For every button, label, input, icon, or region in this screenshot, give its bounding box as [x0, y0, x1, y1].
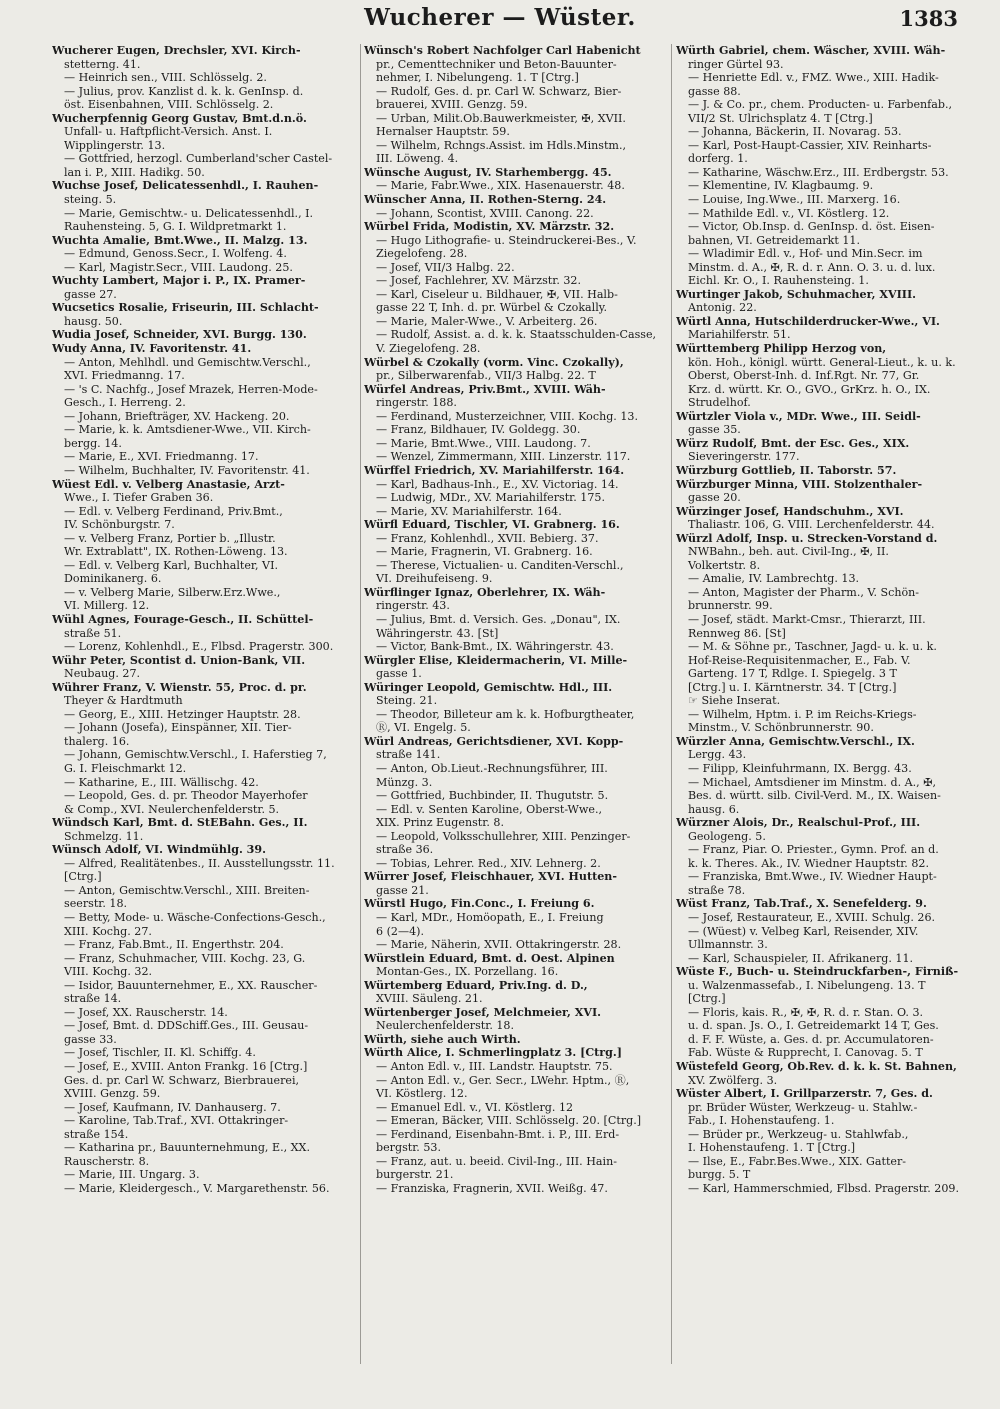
entry-sub-line: — Katharine, E., III. Wällischg. 42. — [64, 775, 259, 789]
entry-sub-line: — Emanuel Edl. v., VI. Köstlerg. 12 — [376, 1100, 574, 1114]
entry-continuation-line: stetterng. 41. — [64, 57, 141, 71]
entry-continuation-line: XVIII. Genzg. 59. — [64, 1087, 161, 1101]
entry-continuation-line: Geologeng. 5. — [688, 829, 766, 843]
entry-surname-line: Wucherer Eugen, Drechsler, XVI. Kirch- — [52, 44, 301, 57]
entry-surname-line: Würffel Friedrich, XV. Mariahilferstr. 164. — [364, 463, 625, 477]
entry-continuation-line: Neubaug. 27. — [64, 667, 141, 681]
entry-sub-line: — Wenzel, Zimmermann, XIII. Linzerstr. 117. — [376, 450, 631, 464]
entry-continuation-line: Minstm., V. Schönbrunnerstr. 90. — [688, 721, 874, 735]
entry-sub-line: — Ferdinand, Eisenbahn-Bmt. i. P., III. Erd- — [376, 1127, 620, 1141]
entry-sub-line: — Josef, Restaurateur, E., XVIII. Schulg. 26. — [688, 911, 936, 924]
entry-continuation-line: Rennweg 86. [St] — [688, 626, 786, 640]
entry-continuation-line: gasse 1. — [376, 667, 422, 681]
entry-surname-line: Würtzler Viola v., MDr. Wwe., III. Seidl- — [676, 409, 921, 423]
entry-sub-line: — Marie, k. k. Amtsdiener-Wwe., VII. Kirch- — [64, 423, 311, 437]
entry-continuation-line: ringerstr. 188. — [376, 396, 457, 410]
entry-surname-line: Würth Alice, I. Schmerlingplatz 3. [Ctrg.] — [364, 1046, 622, 1060]
entry-continuation-line: Oberst, Oberst-Inh. d. Inf.Rgt. Nr. 77, Gr. — [688, 369, 920, 383]
entry-sub-line: — Karl, Hammerschmied, Flbsd. Pragerstr. 209. — [688, 1181, 959, 1195]
entry-surname-line: Würzl Adolf, Insp. u. Strecken-Vorstand d. — [676, 531, 938, 545]
entry-continuation-line: Mariahilferstr. 51. — [688, 328, 791, 342]
entry-surname-line: Würfel Andreas, Priv.Bmt., XVIII. Wäh- — [364, 382, 606, 396]
entry-surname-line: Wüest Edl. v. Velberg Anastasie, Arzt- — [52, 477, 285, 491]
column-divider — [671, 44, 672, 1364]
page-header — [0, 4, 1000, 38]
entry-continuation-line: u. d. span. Js. O., I. Getreidemarkt 14 T, Ges. — [688, 1019, 939, 1033]
entry-sub-line: — Ludwig, MDr., XV. Mariahilferstr. 175. — [376, 491, 606, 505]
entry-sub-line: — Wladimir Edl. v., Hof- und Min.Secr. im — [688, 247, 923, 261]
entry-continuation-line: Neulerchenfelderstr. 18. — [376, 1019, 515, 1033]
entry-continuation-line: u. Walzenmassefab., I. Nibelungeng. 13. T — [688, 978, 926, 992]
entry-sub-line: — Rudolf, Assist. a. d. k. k. Staatsschulden-Casse, — [376, 328, 657, 342]
entry-sub-line: — Rudolf, Ges. d. pr. Carl W. Schwarz, Bier- — [376, 84, 622, 98]
entry-continuation-line: Thaliastr. 106, G. VIII. Lerchenfelderstr. 44. — [688, 518, 935, 532]
directory-column-3 — [676, 44, 978, 1195]
entry-sub-line: — Franz, Fab.Bmt., II. Engerthstr. 204. — [64, 938, 284, 952]
entry-sub-line: — Floris, kais. R., ✠, ✠, R. d. r. Stan. O. 3. — [688, 1005, 924, 1019]
entry-sub-line: — M. & Söhne pr., Taschner, Jagd- u. k. u. k. — [688, 640, 937, 654]
entry-sub-line: — v. Velberg Franz, Portier b. „Illustr. — [64, 531, 276, 545]
entry-sub-line: — Heinrich sen., VIII. Schlösselg. 2. — [64, 71, 267, 85]
entry-sub-line: — Gottfried, herzogl. Cumberland'scher Castel- — [64, 152, 333, 166]
entry-continuation-line: Lergg. 43. — [688, 748, 747, 762]
entry-sub-line: — Johann, Briefträger, XV. Hackeng. 20. — [64, 409, 290, 423]
entry-surname-line: Wucherpfennig Georg Gustav, Bmt.d.n.ö. — [52, 111, 307, 125]
entry-surname-line: Würflinger Ignaz, Oberlehrer, IX. Wäh- — [364, 585, 606, 599]
entry-continuation-line: straße 14. — [64, 992, 122, 1006]
entry-surname-line: Wuchty Lambert, Major i. P., IX. Pramer- — [52, 274, 306, 288]
entry-sub-line: — Franz, Kohlenhdl., XVII. Bebierg. 37. — [376, 531, 599, 545]
entry-sub-line: — Emeran, Bäcker, VIII. Schlösselg. 20. [Ctrg.] — [376, 1114, 642, 1128]
entry-sub-line: — Gottfried, Buchbinder, II. Thugutstr. 5. — [376, 789, 609, 803]
entry-sub-line: — Marie, Gemischtw.- u. Delicatessenhdl., I. — [64, 206, 314, 220]
entry-continuation-line: XVIII. Säuleng. 21. — [376, 992, 483, 1006]
entry-continuation-line: III. Löweng. 4. — [376, 152, 459, 166]
entry-surname-line: Würth, siehe auch Wirth. — [364, 1032, 521, 1046]
entry-continuation-line: Rauhensteing. 5, G. I. Wildpretmarkt 1. — [64, 220, 287, 234]
entry-surname-line: Würstlein Eduard, Bmt. d. Oest. Alpinen — [364, 951, 615, 965]
entry-sub-line: — Tobias, Lehrer. Red., XIV. Lehnerg. 2. — [376, 856, 601, 870]
entry-surname-line: Würrer Josef, Fleischhauer, XVI. Hutten- — [364, 870, 617, 884]
entry-surname-line: Wündsch Karl, Bmt. d. StEBahn. Ges., II. — [52, 816, 308, 830]
entry-sub-line: — J. & Co. pr., chem. Producten- u. Farbenfab., — [688, 98, 953, 112]
entry-continuation-line: I. Hohenstaufeng. 1. T [Ctrg.] — [688, 1141, 856, 1155]
entry-surname-line: Wucsetics Rosalie, Friseurin, III. Schlacht- — [52, 301, 319, 315]
entry-continuation-line: gasse 20. — [688, 491, 741, 505]
entry-sub-line: — Anton, Ob.Lieut.-Rechnungsführer, III. — [376, 761, 608, 775]
entry-sub-line: — Marie, III. Ungarg. 3. — [64, 1168, 200, 1182]
entry-surname-line: Würgler Elise, Kleidermacherin, VI. Mille- — [364, 653, 628, 667]
entry-continuation-line: straße 78. — [688, 883, 746, 897]
entry-continuation-line: pr., Cementtechniker und Beton-Bauunter- — [376, 57, 617, 71]
entry-sub-line: — Ilse, E., Fabr.Bes.Wwe., XIX. Gatter- — [688, 1154, 907, 1168]
entry-continuation-line: ringer Gürtel 93. — [688, 57, 784, 71]
entry-surname-line: Wudia Josef, Schneider, XVI. Burgg. 130. — [52, 328, 307, 342]
entry-sub-line: — Betty, Mode- u. Wäsche-Confections-Gesch., — [64, 911, 326, 924]
entry-continuation-line: straße 154. — [64, 1127, 129, 1141]
entry-sub-line: — Henriette Edl. v., FMZ. Wwe., XIII. Hadik- — [688, 71, 939, 85]
entry-surname-line: Wüst Franz, Tab.Traf., X. Senefelderg. 9. — [676, 897, 927, 911]
entry-sub-line: — Katharina pr., Bauunternehmung, E., XX. — [64, 1141, 310, 1155]
entry-continuation-line: Rauscherstr. 8. — [64, 1154, 150, 1168]
entry-sub-line: — Karl, Badhaus-Inh., E., XV. Victoriag. 14. — [376, 477, 619, 491]
entry-sub-line: — Marie, E., XVI. Friedmanng. 17. — [64, 450, 259, 464]
entry-continuation-line: brunnerstr. 99. — [688, 599, 773, 613]
entry-continuation-line: Ullmannstr. 3. — [688, 938, 768, 952]
entry-sub-line: — Johanna, Bäckerin, II. Novarag. 53. — [688, 125, 902, 139]
entry-sub-line: — Ferdinand, Musterzeichner, VIII. Kochg. 13. — [376, 409, 639, 423]
entry-continuation-line: nehmer, I. Nibelungeng. 1. T [Ctrg.] — [376, 71, 579, 85]
entry-sub-line: — Michael, Amtsdiener im Minstm. d. A., ✠, — [688, 775, 937, 789]
entry-continuation-line: pr. Brüder Wüster, Werkzeug- u. Stahlw.- — [688, 1100, 918, 1114]
entry-continuation-line: Garteng. 17 T, Rdlge. I. Spiegelg. 3 T — [688, 667, 897, 681]
entry-continuation-line: Wipplingerstr. 13. — [64, 138, 166, 152]
entry-sub-line: — Johann, Gemischtw.Verschl., I. Haferstieg 7, — [64, 748, 327, 762]
entry-continuation-line: hausg. 50. — [64, 314, 123, 328]
entry-continuation-line: öst. Eisenbahnen, VIII. Schlösselg. 2. — [64, 98, 274, 112]
entry-sub-line: — Josef, städt. Markt-Cmsr., Thierarzt, III. — [688, 612, 926, 626]
entry-sub-line: — Leopold, Ges. d. pr. Theodor Mayerhofer — [64, 789, 308, 803]
entry-surname-line: Würtenberger Josef, Melchmeier, XVI. — [364, 1005, 602, 1019]
entry-sub-line: — Marie, Maler-Wwe., V. Arbeiterg. 26. — [376, 314, 598, 328]
entry-continuation-line: Wwe., I. Tiefer Graben 36. — [64, 491, 214, 505]
entry-surname-line: Würzner Alois, Dr., Realschul-Prof., III. — [676, 816, 921, 830]
entry-sub-line: — Karl, Ciseleur u. Bildhauer, ✠, VII. Halb- — [376, 287, 618, 301]
entry-continuation-line: XIX. Prinz Eugenstr. 8. — [376, 816, 504, 830]
entry-continuation-line: VI. Millerg. 12. — [64, 599, 150, 613]
entry-continuation-line: VI. Dreihufeiseng. 9. — [376, 572, 493, 586]
entry-continuation-line: steing. 5. — [64, 193, 117, 207]
page-number: 1383 — [899, 6, 958, 31]
entry-surname-line: Wüstefeld Georg, Ob.Rev. d. k. k. St. Bahnen, — [676, 1060, 957, 1074]
entry-continuation-line: Schmelzg. 11. — [64, 829, 144, 843]
entry-continuation-line: Hernalser Hauptstr. 59. — [376, 125, 510, 139]
entry-sub-line: — Julius, Bmt. d. Versich. Ges. „Donau", IX. — [376, 612, 621, 626]
entry-sub-line: — Edmund, Genoss.Secr., I. Wolfeng. 4. — [64, 247, 287, 261]
entry-surname-line: Wünsch's Robert Nachfolger Carl Habenicht — [364, 44, 641, 57]
entry-surname-line: Wüster Albert, I. Grillparzerstr. 7, Ges. d. — [676, 1087, 933, 1101]
entry-continuation-line: Wr. Extrablatt", IX. Rothen-Löweng. 13. — [64, 545, 288, 559]
entry-continuation-line: 6 (2—4). — [376, 924, 424, 938]
entry-continuation-line: XIII. Kochg. 27. — [64, 924, 152, 938]
entry-continuation-line: gasse 35. — [688, 423, 741, 437]
entry-continuation-line: Volkertstr. 8. — [688, 558, 761, 572]
directory-column-1 — [52, 44, 356, 1195]
entry-sub-line: — Wilhelm, Hptm. i. P. im Reichs-Kriegs- — [688, 707, 917, 721]
entry-continuation-line: pr., Silberwarenfab., VII/3 Halbg. 22. T — [376, 369, 596, 383]
entry-sub-line: — Karl, MDr., Homöopath, E., I. Freiung — [376, 911, 604, 924]
entry-continuation-line: Münzg. 3. — [376, 775, 433, 789]
entry-surname-line: Würzburger Minna, VIII. Stolzenthaler- — [676, 477, 923, 491]
entry-surname-line: Würstl Hugo, Fin.Conc., I. Freiung 6. — [364, 897, 595, 911]
entry-surname-line: Würz Rudolf, Bmt. der Esc. Ges., XIX. — [676, 436, 910, 450]
entry-continuation-line: VII/2 St. Ulrichsplatz 4. T [Ctrg.] — [688, 111, 873, 125]
entry-sub-line: — Filipp, Kleinfuhrmann, IX. Bergg. 43. — [688, 761, 912, 775]
entry-sub-line: — Karoline, Tab.Traf., XVI. Ottakringer- — [64, 1114, 289, 1128]
entry-sub-line: — Klementine, IV. Klagbaumg. 9. — [688, 179, 874, 193]
entry-continuation-line: Antonig. 22. — [688, 301, 757, 315]
entry-continuation-line: thalerg. 16. — [64, 734, 130, 748]
entry-continuation-line: XV. Zwölferg. 3. — [688, 1073, 778, 1087]
entry-sub-line: — Amalie, IV. Lambrechtg. 13. — [688, 572, 860, 586]
entry-sub-line: — Anton Edl. v., III. Landstr. Hauptstr. 75. — [376, 1060, 613, 1074]
entry-surname-line: Würzburg Gottlieb, II. Taborstr. 57. — [676, 463, 897, 477]
entry-sub-line: — Hugo Lithografie- u. Steindruckerei-Bes., V. — [376, 233, 637, 247]
entry-continuation-line: gasse 22 T, Inh. d. pr. Würbel & Czokally. — [376, 301, 608, 315]
entry-sub-line: — Anton, Gemischtw.Verschl., XIII. Breiten- — [64, 883, 310, 897]
entry-sub-line: — Mathilde Edl. v., VI. Köstlerg. 12. — [688, 206, 890, 220]
entry-sub-line: — Wilhelm, Rchngs.Assist. im Hdls.Minstm., — [376, 138, 626, 152]
entry-continuation-line: V. Ziegelofeng. 28. — [376, 342, 481, 356]
entry-continuation-line: Ges. d. pr. Carl W. Schwarz, Bierbrauerei, — [64, 1073, 300, 1087]
entry-surname-line: Würzinger Josef, Handschuhm., XVI. — [676, 504, 904, 518]
entry-sub-line: — Theodor, Billeteur am k. k. Hofburgtheater, — [376, 707, 635, 721]
entry-continuation-line: seerstr. 18. — [64, 897, 128, 911]
entry-continuation-line: Sieveringerstr. 177. — [688, 450, 800, 464]
entry-surname-line: Wünscher Anna, II. Rothen-Sterng. 24. — [364, 193, 607, 207]
entry-continuation-line: VI. Köstlerg. 12. — [376, 1087, 468, 1101]
entry-continuation-line: k. k. Theres. Ak., IV. Wiedner Hauptstr. 82. — [688, 856, 929, 870]
entry-continuation-line: lan i. P., XIII. Hadikg. 50. — [64, 165, 205, 179]
entry-continuation-line: bergstr. 53. — [376, 1141, 442, 1155]
entry-sub-line: — Josef, Tischler, II. Kl. Schiffg. 4. — [64, 1046, 256, 1060]
entry-surname-line: Würzler Anna, Gemischtw.Verschl., IX. — [676, 734, 915, 748]
entry-sub-line: — Johann (Josefa), Einspänner, XII. Tier- — [64, 721, 292, 735]
entry-continuation-line: ☞ Siehe Inserat. — [688, 694, 781, 708]
entry-sub-line: — Alfred, Realitätenbes., II. Ausstellungsstr. 11. — [64, 856, 335, 870]
entry-continuation-line: NWBahn., beh. aut. Civil-Ing., ✠, II. — [688, 545, 889, 559]
entry-surname-line: Würtl Anna, Hutschilderdrucker-Wwe., VI. — [676, 314, 940, 328]
entry-sub-line: — Anton Edl. v., Ger. Secr., LWehr. Hptm., Ⓡ, — [376, 1073, 630, 1087]
entry-continuation-line: Montan-Ges., IX. Porzellang. 16. — [376, 965, 559, 979]
entry-continuation-line: burgerstr. 21. — [376, 1168, 454, 1182]
entry-continuation-line: Unfall- u. Haftpflicht-Versich. Anst. I. — [64, 125, 273, 139]
entry-sub-line: — Josef, XX. Rauscherstr. 14. — [64, 1005, 228, 1019]
entry-sub-line: — Edl. v. Velberg Karl, Buchhalter, VI. — [64, 558, 278, 572]
entry-continuation-line: straße 36. — [376, 843, 434, 857]
entry-surname-line: Wudy Anna, IV. Favoritenstr. 41. — [52, 342, 252, 356]
entry-continuation-line: XVI. Friedmanng. 17. — [64, 369, 185, 383]
entry-sub-line: — Urban, Milit.Ob.Bauwerkmeister, ✠, XVII. — [376, 111, 626, 125]
entry-surname-line: Wühr Peter, Scontist d. Union-Bank, VII. — [52, 653, 306, 667]
entry-sub-line: — Marie, Fragnerin, VI. Grabnerg. 16. — [376, 545, 593, 559]
entry-sub-line: — Therese, Victualien- u. Canditen-Verschl., — [376, 558, 624, 572]
entry-surname-line: Würfl Eduard, Tischler, VI. Grabnerg. 16. — [364, 518, 620, 532]
entry-surname-line: Wünsch Adolf, VI. Windmühlg. 39. — [52, 843, 266, 857]
entry-continuation-line: bahnen, VI. Getreidemarkt 11. — [688, 233, 860, 247]
entry-sub-line: — v. Velberg Marie, Silberw.Erz.Wwe., — [64, 585, 281, 599]
entry-sub-line: — Anton, Magister der Pharm., V. Schön- — [688, 585, 920, 599]
entry-continuation-line: kön. Hoh., königl. württ. General-Lieut., k. u. k. — [688, 355, 956, 369]
entry-surname-line: Württemberg Philipp Herzog von, — [676, 342, 887, 356]
entry-continuation-line: Minstm. d. A., ✠, R. d. r. Ann. O. 3. u. d. lux. — [688, 260, 936, 274]
entry-continuation-line: [Ctrg.] — [688, 992, 726, 1006]
entry-continuation-line: gasse 33. — [64, 1032, 117, 1046]
entry-sub-line: — Josef, VII/3 Halbg. 22. — [376, 260, 515, 274]
entry-sub-line: — (Wüest) v. Velbeg Karl, Reisender, XIV. — [688, 924, 919, 938]
entry-continuation-line: Fab. Wüste & Rupprecht, I. Canovag. 5. T — [688, 1046, 923, 1060]
entry-surname-line: Würbel & Czokally (vorm. Vinc. Czokally), — [364, 355, 624, 369]
entry-sub-line: — Marie, Fabr.Wwe., XIX. Hasenauerstr. 48. — [376, 179, 625, 193]
entry-sub-line: — Franziska, Bmt.Wwe., IV. Wiedner Haupt- — [688, 870, 937, 884]
entry-continuation-line: bergg. 14. — [64, 436, 122, 450]
entry-continuation-line: IV. Schönburgstr. 7. — [64, 518, 175, 532]
entry-sub-line: — Franz, aut. u. beeid. Civil-Ing., III. Hain- — [376, 1154, 617, 1168]
entry-continuation-line: straße 51. — [64, 626, 122, 640]
entry-continuation-line: d. F. F. Wüste, a. Ges. d. pr. Accumulatoren- — [688, 1032, 934, 1046]
entry-continuation-line: Bes. d. württ. silb. Civil-Verd. M., IX. Waisen- — [688, 789, 941, 803]
entry-sub-line: — Isidor, Bauunternehmer, E., XX. Rauscher- — [64, 978, 318, 992]
entry-sub-line: — Edl. v. Velberg Ferdinand, Priv.Bmt., — [64, 504, 283, 518]
entry-continuation-line: Währingerstr. 43. [St] — [376, 626, 499, 640]
entry-sub-line: — Josef, Kaufmann, IV. Danhauserg. 7. — [64, 1100, 281, 1114]
entry-continuation-line: Strudelhof. — [688, 396, 751, 410]
entry-continuation-line: Hof-Reise-Requisitenmacher, E., Fab. V. — [688, 653, 911, 667]
entry-continuation-line: Steing. 21. — [376, 694, 438, 708]
entry-sub-line: — Lorenz, Kohlenhdl., E., Flbsd. Pragerstr. 300. — [64, 640, 334, 654]
entry-sub-line: — Leopold, Volksschullehrer, XIII. Penzinger- — [376, 829, 631, 843]
entry-surname-line: Wurtinger Jakob, Schuhmacher, XVIII. — [676, 287, 917, 301]
entry-continuation-line: burgg. 5. T — [688, 1168, 751, 1182]
entry-surname-line: Wünsche August, IV. Starhembergg. 45. — [364, 165, 612, 179]
entry-continuation-line: hausg. 6. — [688, 802, 740, 816]
entry-sub-line: — Karl, Post-Haupt-Cassier, XIV. Reinharts- — [688, 138, 932, 152]
entry-continuation-line: Krz. d. württ. Kr. O., GVO., GrKrz. h. O., IX. — [688, 382, 931, 396]
entry-continuation-line: [Ctrg.] — [64, 870, 102, 884]
entry-continuation-line: gasse 88. — [688, 84, 741, 98]
entry-continuation-line: VIII. Kochg. 32. — [64, 965, 153, 979]
entry-sub-line: — Marie, Näherin, XVII. Ottakringerstr. 28. — [376, 938, 622, 952]
entry-sub-line: — Karl, Schauspieler, II. Afrikanerg. 11. — [688, 951, 914, 965]
entry-sub-line: — Marie, XV. Mariahilferstr. 164. — [376, 504, 562, 518]
entry-continuation-line: G. I. Fleischmarkt 12. — [64, 761, 187, 775]
entry-sub-line: — 's C. Nachfg., Josef Mrazek, Herren-Mode- — [64, 382, 318, 396]
entry-sub-line: — Wilhelm, Buchhalter, IV. Favoritenstr. 41. — [64, 463, 310, 477]
entry-continuation-line: Eichl. Kr. O., I. Rauhensteing. 1. — [688, 274, 869, 288]
entry-continuation-line: Fab., I. Hohenstaufeng. 1. — [688, 1114, 835, 1128]
entry-continuation-line: & Comp., XVI. Neulerchenfelderstr. 5. — [64, 802, 280, 816]
entry-sub-line: — Louise, Ing.Wwe., III. Marxerg. 16. — [688, 193, 901, 207]
entry-sub-line: — Johann, Scontist, XVIII. Canong. 22. — [376, 206, 594, 220]
entry-surname-line: Würtemberg Eduard, Priv.Ing. d. D., — [364, 978, 588, 992]
entry-surname-line: Wuchse Josef, Delicatessenhdl., I. Rauhen- — [52, 179, 319, 193]
entry-sub-line: — Julius, prov. Kanzlist d. k. k. GenInsp. d. — [64, 84, 304, 98]
entry-surname-line: Wührer Franz, V. Wienstr. 55, Proc. d. pr. — [52, 680, 307, 694]
entry-surname-line: Wuchta Amalie, Bmt.Wwe., II. Malzg. 13. — [52, 233, 308, 247]
entry-surname-line: Würbel Frida, Modistin, XV. Märzstr. 32. — [364, 220, 615, 234]
entry-continuation-line: Dominikanerg. 6. — [64, 572, 162, 586]
entry-sub-line: — Josef, Bmt. d. DDSchiff.Ges., III. Geusau- — [64, 1019, 309, 1033]
entry-sub-line: — Karl, Magistr.Secr., VIII. Laudong. 25. — [64, 260, 293, 274]
page-title: Wucherer — Wüster. — [364, 4, 636, 31]
entry-sub-line: — Franz, Piar. O. Priester., Gymn. Prof. an d. — [688, 843, 939, 857]
entry-continuation-line: Theyer & Hardtmuth — [64, 694, 183, 708]
entry-sub-line: — Franz, Schuhmacher, VIII. Kochg. 23, G. — [64, 951, 306, 965]
entry-sub-line: — Katharine, Wäschw.Erz., III. Erdbergstr. 53. — [688, 165, 949, 179]
entry-continuation-line: [Ctrg.] u. I. Kärntnerstr. 34. T [Ctrg.] — [688, 680, 897, 694]
entry-surname-line: Würinger Leopold, Gemischtw. Hdl., III. — [364, 680, 613, 694]
entry-continuation-line: gasse 27. — [64, 287, 117, 301]
entry-sub-line: — Edl. v. Senten Karoline, Oberst-Wwe., — [376, 802, 603, 816]
entry-sub-line: — Marie, Kleidergesch., V. Margarethenstr. 56. — [64, 1181, 330, 1195]
entry-continuation-line: Gesch., I. Herreng. 2. — [64, 396, 186, 410]
entry-surname-line: Würth Gabriel, chem. Wäscher, XVIII. Wäh- — [676, 44, 946, 57]
entry-surname-line: Wüste F., Buch- u. Steindruckfarben-, Firniß- — [676, 965, 959, 979]
entry-sub-line: — Victor, Bank-Bmt., IX. Währingerstr. 43. — [376, 640, 614, 654]
entry-continuation-line: straße 141. — [376, 748, 441, 762]
entry-continuation-line: Ziegelofeng. 28. — [376, 247, 468, 261]
entry-sub-line: — Josef, E., XVIII. Anton Frankg. 16 [Ctrg.] — [64, 1060, 308, 1074]
entry-sub-line: — Brüder pr., Werkzeug- u. Stahlwfab., — [688, 1127, 909, 1141]
entry-sub-line: — Georg, E., XIII. Hetzinger Hauptstr. 28. — [64, 707, 301, 721]
entry-surname-line: Würl Andreas, Gerichtsdiener, XVI. Kopp- — [364, 734, 624, 748]
entry-sub-line: — Josef, Fachlehrer, XV. Märzstr. 32. — [376, 274, 582, 288]
entry-sub-line: — Anton, Mehlhdl. und Gemischtw.Verschl., — [64, 355, 311, 369]
directory-column-2 — [364, 44, 669, 1195]
entry-continuation-line: brauerei, XVIII. Genzg. 59. — [376, 98, 528, 112]
entry-surname-line: Wühl Agnes, Fourage-Gesch., II. Schüttel- — [52, 612, 314, 626]
entry-continuation-line: ringerstr. 43. — [376, 599, 450, 613]
entry-sub-line: — Marie, Bmt.Wwe., VIII. Laudong. 7. — [376, 436, 591, 450]
entry-sub-line: — Franziska, Fragnerin, XVII. Weißg. 47. — [376, 1181, 608, 1195]
entry-continuation-line: Ⓡ, VI. Engelg. 5. — [376, 721, 471, 735]
entry-continuation-line: dorferg. 1. — [688, 152, 748, 166]
column-divider — [360, 44, 361, 1364]
entry-sub-line: — Victor, Ob.Insp. d. GenInsp. d. öst. Eisen- — [688, 220, 935, 234]
entry-sub-line: — Franz, Bildhauer, IV. Goldegg. 30. — [376, 423, 581, 437]
entry-continuation-line: gasse 21. — [376, 883, 429, 897]
